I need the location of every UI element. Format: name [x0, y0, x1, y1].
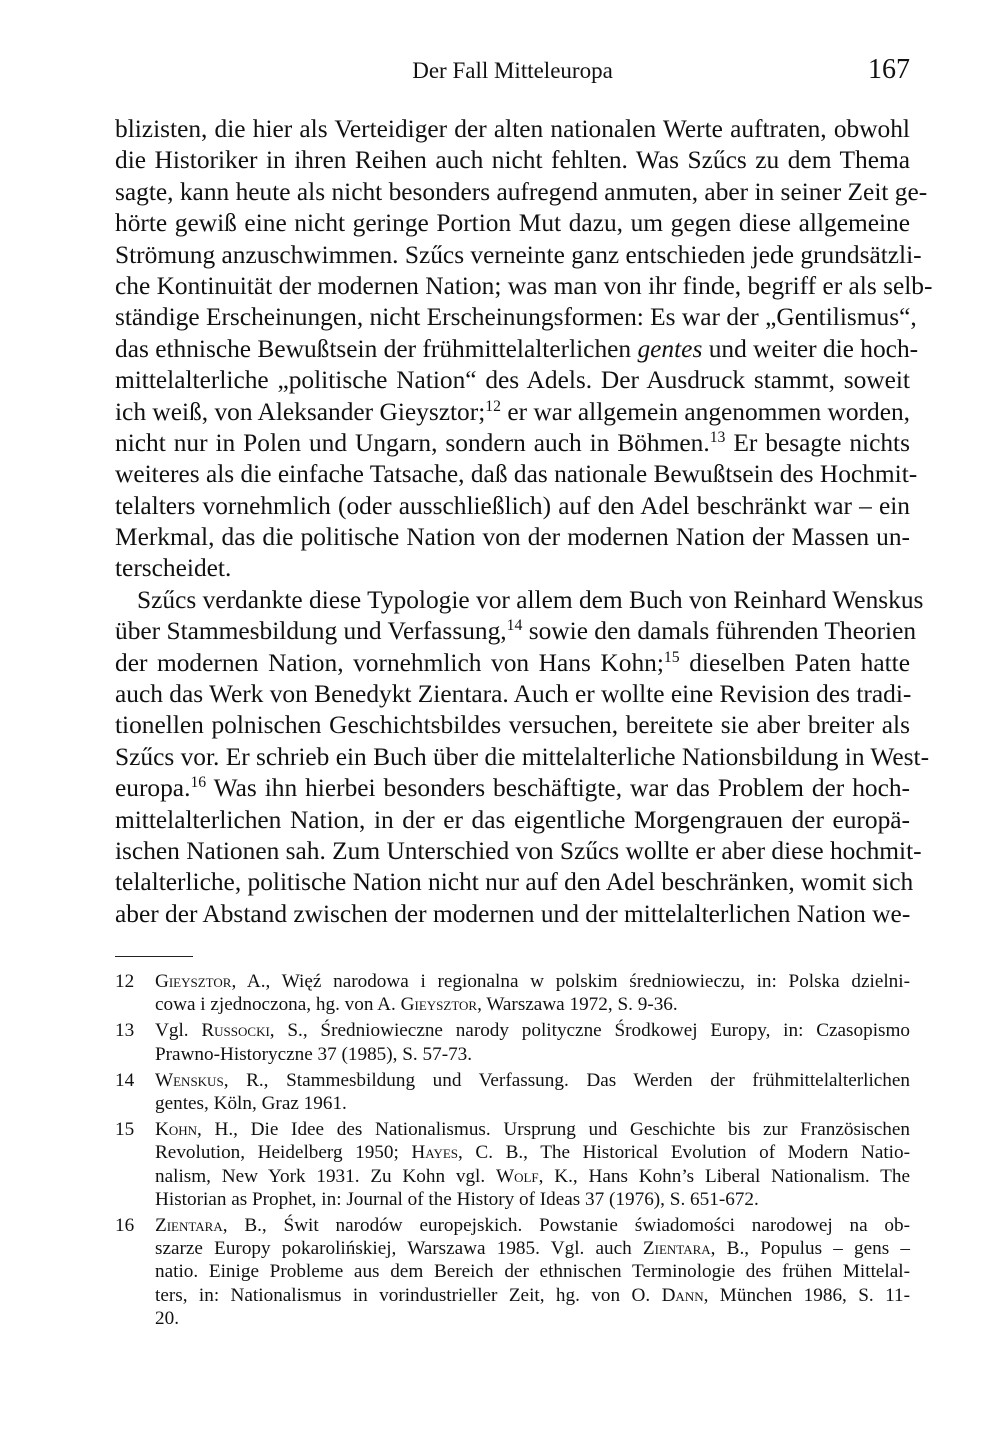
footnotes [115, 970, 910, 1333]
text-line: weiteres als die einfache Tatsache, daß das nationale Bewußtsein des Hochmit- [115, 460, 918, 489]
text-line: telalters vornehmlich (oder ausschließlich) auf den Adel beschränkt war – ein [115, 491, 910, 520]
text-line: nicht nur in Polen und Ungarn, sondern auch in Böhmen.$^{13}$ Er besagte nichts [115, 428, 910, 457]
text-line: terscheidet. [115, 554, 232, 583]
footnote-14 [115, 1069, 910, 1115]
footnote-line: Kohn, H., Die Idee des Nationalismus. Ursprung und Geschichte bis zur Französischen [155, 1119, 910, 1141]
text-line: der modernen Nation, vornehmlich von Hans Kohn;$^{15}$ dieselben Paten hatte [115, 648, 910, 677]
text-line: ich weiß, von Aleksander Gieysztor;$^{12}$ er war allgemein angenommen worden, [115, 397, 911, 426]
footnote-number: 12 [115, 971, 135, 992]
footnote-ref: 13 [709, 428, 726, 446]
footnote-13 [115, 1019, 910, 1065]
main-text [115, 114, 933, 930]
page-header [115, 54, 910, 94]
footnote-ref: 15 [663, 648, 680, 666]
footnote-line: 20. [155, 1307, 179, 1329]
footnote-ref: 12 [485, 397, 501, 415]
text-line: Szűcs verdankte diese Typologie vor allem dem Buch von Reinhard Wenskus [137, 585, 924, 614]
text-line: mittelalterlichen Nation, in der er das eigentliche Morgengrauen der europä- [115, 805, 910, 834]
footnote-line: Vgl. Russocki, S., Średniowieczne narody polityczne Środkowej Europy, in: Czasopismo [155, 1020, 911, 1042]
footnote-line: nalism, New York 1931. Zu Kohn vgl. Wolf, K., Hans Kohn’s Liberal Nationalism. The [155, 1165, 910, 1187]
text-line: telalterliche, politische Nation nicht nur auf den Adel beschränken, womit sich [115, 868, 914, 897]
footnote-ref: 14 [506, 617, 523, 635]
footnote-number: 16 [115, 1215, 135, 1237]
footnote-line: szarze Europy pokarolińskiej, Warszawa 1985. Vgl. auch Zientara, B., Populus – gens – [155, 1238, 910, 1260]
footnote-number: 14 [115, 1069, 135, 1091]
paragraph-1 [115, 114, 933, 585]
text-line: das ethnische Bewußtsein der frühmittelalterlichen gentes und weiter die hoch- [115, 334, 919, 363]
text-line: Strömung anzuschwimmen. Szűcs verneinte ganz entschieden jede grundsätzli- [115, 240, 922, 269]
text-line: mittelalterliche „politische Nation“ des Adels. Der Ausdruck stammt, soweit [115, 366, 910, 395]
footnote-12 [115, 970, 910, 1016]
footnote-number: 13 [115, 1020, 135, 1042]
text-line: tionellen polnischen Geschichtsbildes versuchen, bereitete sie aber breiter als [115, 711, 910, 740]
italic-term: gentes [637, 334, 703, 363]
text-line: auch das Werk von Benedykt Zientara. Auch er wollte eine Revision des tradi- [115, 680, 912, 709]
text-line: che Kontinuität der modernen Nation; was man von ihr finde, begriff er als selb- [115, 271, 933, 300]
text-line: ständige Erscheinungen, nicht Erscheinungsformen: Es war der „Gentilismus“, [115, 303, 917, 332]
footnote-15 [115, 1118, 910, 1211]
text-line: ischen Nationen sah. Zum Unterschied von Szűcs wollte er aber diese hochmit- [115, 836, 922, 865]
footnote-line: Zientara, B., Świt narodów europejskich. Powstanie świadomości narodowej na ob- [155, 1215, 910, 1237]
paragraph-2 [115, 585, 930, 930]
text-line: sagte, kann heute als nicht besonders aufregend anmuten, aber in seiner Zeit ge- [115, 177, 928, 206]
text-line: Szűcs vor. Er schrieb ein Buch über die mittelalterliche Nationsbildung in West- [115, 742, 930, 771]
footnote-line: Wenskus, R., Stammesbildung und Verfassung. Das Werden der frühmittelalterlichen [155, 1069, 910, 1091]
footnote-ref: 16 [190, 774, 207, 792]
text-line: europa.$^{16}$ Was ihn hierbei besonders beschäftigte, war das Problem der hoch- [115, 774, 910, 803]
text-line: die Historiker in ihren Reihen auch nicht fehlten. Was Szűcs zu dem Thema [115, 146, 910, 175]
text-line: Merkmal, das die politische Nation von der modernen Nation der Massen un- [115, 523, 910, 552]
footnote-16 [115, 1214, 910, 1330]
footnote-line: Prawno-Historyczne 37 (1985), S. 57-73. [155, 1043, 473, 1065]
footnote-line: ters, in: Nationalismus in vorindustrieller Zeit, hg. von O. Dann, München 1986, S. 11- [155, 1284, 910, 1306]
text-line: blizisten, die hier als Verteidiger der alten nationalen Werte auftraten, obwohl [115, 115, 910, 143]
running-head: Der Fall Mitteleuropa [412, 58, 613, 83]
footnote-line: Revolution, Heidelberg 1950; Hayes, C. B., The Historical Evolution of Modern Natio- [155, 1142, 910, 1164]
footnote-line: natio. Einige Probleme aus dem Bereich der ethnischen Terminologie des frühen Mittelal- [155, 1261, 910, 1283]
text-line: aber der Abstand zwischen der modernen und der mittelalterlichen Nation we- [115, 899, 911, 928]
footnote-line: gentes, Köln, Graz 1961. [155, 1093, 347, 1115]
footnote-line: Gieysztor, A., Więź narodowa i regionalna w polskim średniowieczu, in: Polska dzielni- [155, 971, 910, 992]
text-line: über Stammesbildung und Verfassung,$^{14}$ sowie den damals führenden Theorien [115, 617, 917, 646]
page-number: 167 [868, 54, 910, 85]
text-line: hörte gewiß eine nicht geringe Portion Mut dazu, um gegen diese allgemeine [115, 209, 910, 238]
footnote-number: 15 [115, 1119, 135, 1141]
footnote-separator [115, 956, 193, 957]
footnote-line: cowa i zjednoczona, hg. von A. Gieysztor, Warszawa 1972, S. 9-36. [155, 994, 678, 1016]
footnote-line: Historian as Prophet, in: Journal of the History of Ideas 37 (1976), S. 651-672. [155, 1188, 759, 1210]
